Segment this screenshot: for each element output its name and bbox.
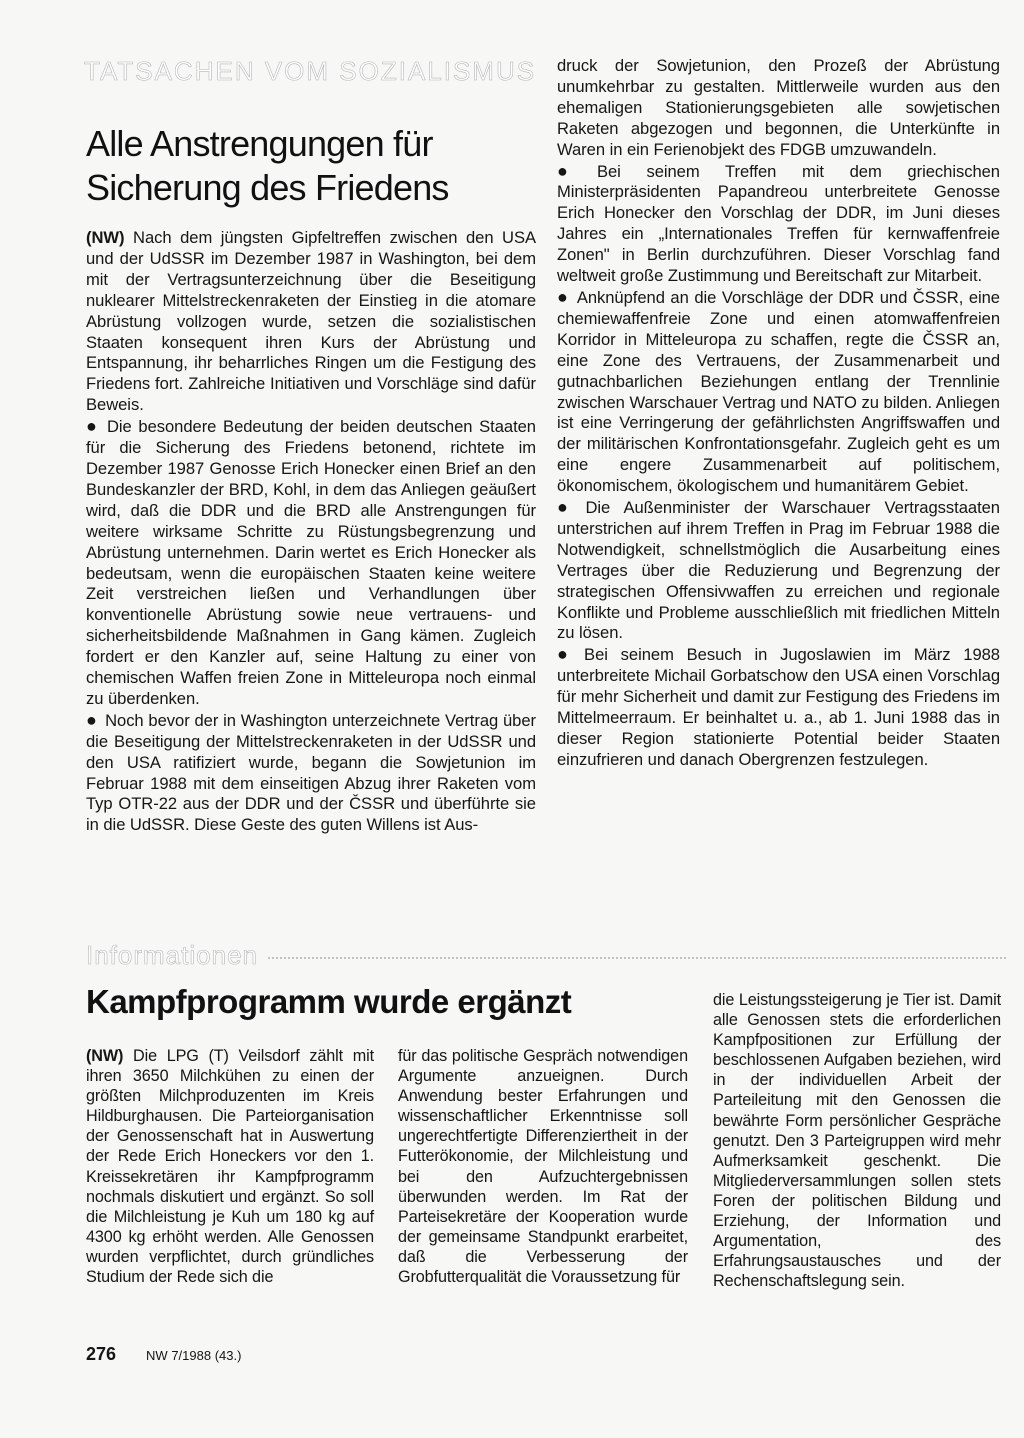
bullet-icon: ● [557,160,589,181]
bullet-paragraph [557,644,1000,770]
dotted-rule [268,957,1006,959]
article-intro [86,228,536,416]
bullet-icon: ● [86,709,98,730]
section-label: Informationen [86,939,258,970]
news-text: für das politische Gespräch notwendigen Argumente anzueignen. Durch Anwendung bester Erfahrungen und wissenschaftlicher Erkenntnisse soll ungerechtfertigte Differenziertheit in der Futterökonomie, der Milchleistung und bei den Aufzuchtergebnissen überwunden werden. Im Rat der Parteisekretäre der Kooperation wurde der gemeinsame Standpunkt erarbeitet, daß die Verbesserung der Grobfutterqualität die Voraussetzung für [398,1047,688,1287]
article-column-2 [557,56,1000,771]
intro-text: Nach dem jüngsten Gipfeltreffen zwischen den USA und der UdSSR im Dezember 1987 in Washington, bei dem mit der Vertragsunterzeichnung über die Beseitigung nuklearer Mittelstreckenraketen der Einstieg in die atomare Abrüstung vollzogen wurde, setzen die sozialistischen Staaten konsequent ihren Kurs der Abrüstung und Entspannung, ihr beharrliches Ringen um die Festigung des Friedens fort. Zahlreiche Initiativen und Vorschläge sind dafür Beweis. [86,228,536,415]
article-headline: Alle Anstrengungen für Sicherung des Friedens [86,123,449,208]
continued-paragraph: druck der Sowjetunion, den Prozeß der Abrüstung unumkehrbar zu gestalten. Mittlerweile wurden aus den ehemaligen Stationierungsgebieten alle sowjetischen Raketen abgezogen und begonnen, die Unterkünfte in Waren in ein Ferienobjekt des FDGB umzuwandeln. [557,56,1000,159]
news-column-2 [398,1046,688,1287]
article-column-1 [86,228,536,836]
news-column-1 [86,1046,374,1287]
paragraph-text: Anknüpfend an die Vorschläge der DDR und ČSSR, eine chemiewaffenfreie Zone und einen atomwaffenfreien Korridor in Mitteleuropa zu schaffen, regte die ČSSR an, eine Zone des Vertrauens, der Zusammenarbeit und gutnachbarlichen Beziehungen entlang der Trennlinie zwischen Warschauer Vertrag und NATO zu bilden. Anliegen ist eine Verringerung der gefährlichsten Angriffswaffen und der militärischen Konfrontationsgefahr. Zugleich geht es um eine engere Zusammenarbeit auf politischem, ökonomischem, ökologischem und humanitärem Gebiet. [557,287,1000,496]
bullet-paragraph [557,161,1000,287]
bullet-icon: ● [86,416,99,437]
news-text: die Leistungssteigerung je Tier ist. Damit alle Genossen stets die erforderlichen Kampfpositionen zur Erfüllung der beschlossenen Aufgaben beziehen, wird in der individuellen Arbeit der Parteileitung mit den Genossen die bewährte Form persönlicher Gespräche genutzt. Den 3 Parteigruppen wird mehr Aufmerksamkeit geschenkt. Die Mitgliederversammlungen sollen stets Foren der politischen Bildung und Erziehung, der Information und Argumentation, des Erfahrungsaustausches und der Rechenschaftslegung sein. [713,991,1001,1291]
lead-tag: (NW) [86,228,125,247]
paragraph-text: Noch bevor der in Washington unterzeichnete Vertrag über die Beseitigung der Mittelstreckenraketen in der UdSSR und den USA ratifiziert wurde, begann die Sowjetunion im Februar 1988 mit dem einseitigen Abzug ihrer Raketen vom Typ OTR-22 aus der DDR und der ČSSR und überführte sie in die UdSSR. Diese Geste des guten Willens ist Aus- [86,710,536,835]
bullet-icon: ● [557,286,569,307]
bullet-icon: ● [557,497,578,518]
lead-tag: (NW) [86,1047,124,1065]
paragraph-text: Bei seinem Besuch in Jugoslawien im März 1988 unterbreitete Michail Gorbatschow den USA einen Vorschlag für mehr Sicherheit und damit zur Festigung des Friedens im Mittelmeerraum. Er beinhaltet u. a., ab 1. Juni 1988 das in dieser Region stationierte Potential beider Staaten einzufrieren und danach Obergrenzen festzulegen. [557,645,1000,769]
bullet-icon: ● [557,644,577,665]
news-column-3 [713,990,1001,1291]
article-headline-2: Kampfprogramm wurde ergänzt [86,983,572,1020]
bullet-paragraph [86,416,536,710]
bullet-paragraph [557,287,1000,497]
bullet-paragraph [557,497,1000,644]
paragraph-text: Bei seinem Treffen mit dem griechischen Ministerpräsidenten Papandreou unterbreitete Genosse Erich Honecker den Vorschlag der DDR, im Juni dieses Jahres ein „Internationales Treffen für kernwaffenfreie Zonen" in Berlin durchzuführen. Dieser Vorschlag fand weltweit große Zustimmung und Bereitschaft zur Mitarbeit. [557,161,1000,286]
paragraph-text: Die Außenminister der Warschauer Vertragsstaaten unterstrichen auf ihrem Treffen in Prag im Februar 1988 die Notwendigkeit, schnellstmöglich die Ausarbeitung eines Vertrages über die Reduzierung und Begrenzung der strategischen Offensivwaffen zu erreichen und regionale Konflikte und Probleme ausschließlich mit friedlichen Mitteln zu lösen. [557,498,1000,643]
issue-label: NW 7/1988 (43.) [146,1348,242,1363]
news-text [86,1046,374,1287]
paragraph-text: Die besondere Bedeutung der beiden deutschen Staaten für die Sicherung des Friedens betonend, richtete im Dezember 1987 Genosse Erich Honecker einen Brief an den Bundeskanzler der BRD, Kohl, in dem das Anliegen geäußert wird, daß die DDR und die BRD alle Anstrengungen für weitere wirksame Schritte zu Rüstungsbegrenzung und Abrüstung unternehmen. Darin wertet es Erich Honecker als bedeutsam, wenn die europäischen Staaten keine weitere Zeit verstreichen ließen und Verhandlungen über konventionelle Abrüstung sowie neue vertrauens- und sicherheitsbildende Maßnahmen in Gang kämen. Zugleich fordert er den Kanzler auf, seine Haltung zu einer von chemischen Waffen freien Zone in Mitteleuropa noch einmal zu überdenken. [86,417,536,708]
page-footer [86,1344,241,1368]
section-divider [86,940,1006,970]
section-kicker: TATSACHEN VOM SOZIALISMUS [84,56,537,86]
bullet-paragraph [86,710,536,836]
page-number: 276 [86,1344,117,1364]
news-text-body: Die LPG (T) Veilsdorf zählt mit ihren 3650 Milchkühen zu einen der größten Milchproduzenten im Kreis Hildburghausen. Die Parteiorganisation der Genossenschaft hat in Auswertung der Rede Erich Honeckers vor den 1. Kreissekretären ihr Kampfprogramm nochmals diskutiert und ergänzt. So soll die Milchleistung je Kuh um 180 kg auf 4300 kg erhöht werden. Alle Genossen wurden verpflichtet, durch gründliches Studium der Rede sich die [86,1047,374,1287]
